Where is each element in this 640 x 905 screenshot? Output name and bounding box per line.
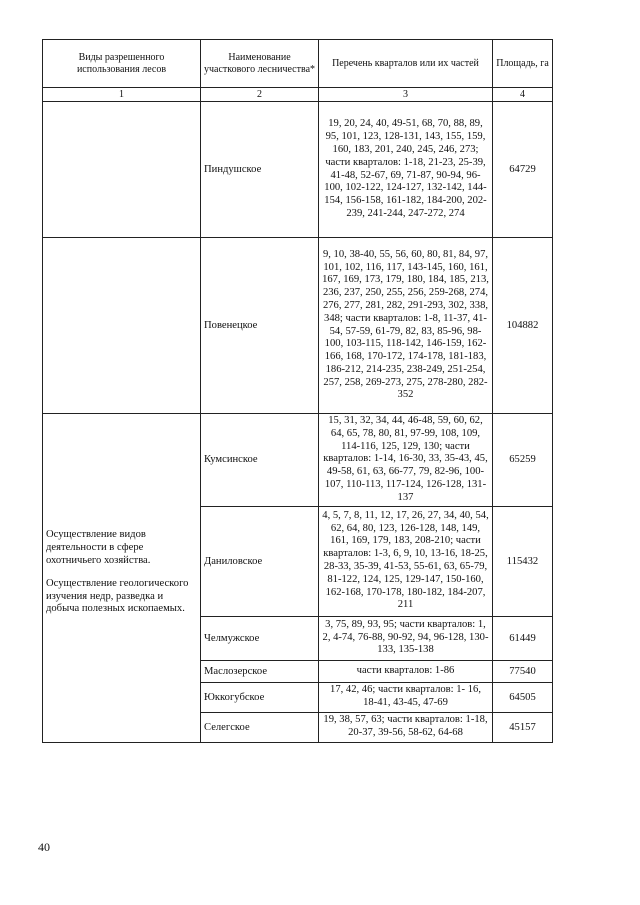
area-value: 115432 (493, 506, 553, 616)
area-value: 45157 (493, 712, 553, 742)
purpose-cell-empty (43, 238, 201, 414)
purpose-hunting: Осуществление видов деятельности в сфере охотничьего хозяйства. (46, 529, 151, 566)
quarters-list: 19, 38, 57, 63; части кварталов: 1-18, 20-37, 39-56, 58-62, 64-68 (319, 712, 493, 742)
forestry-name: Пиндушское (201, 102, 319, 238)
area-value: 65259 (493, 414, 553, 507)
column-number: 3 (319, 88, 493, 102)
area-value: 77540 (493, 660, 553, 682)
header-area: Площадь, га (493, 40, 553, 88)
purpose-cell (43, 414, 201, 743)
page-number: 40 (38, 840, 50, 854)
quarters-list: 4, 5, 7, 8, 11, 12, 17, 26, 27, 34, 40, 54, 62, 64, 80, 123, 126-128, 148, 149, 161, 169, 179, 183, 208-210; части кварталов: 1-3, 6, 9, 10, 13-16, 18-25, 28-33, 35-39, 41-53, 55-61, 63, 65-79, 81-122, 124, 125, 129-147, 150-160, 162-168, 170-178, 180-182, 184-207, 211 (319, 506, 493, 616)
column-number: 4 (493, 88, 553, 102)
quarters-list: 19, 20, 24, 40, 49-51, 68, 70, 88, 89, 95, 101, 123, 128-131, 143, 155, 159, 160, 183, 201, 240, 245, 246, 273; части кварталов: 1-18, 21-23, 25-39, 41-48, 52-67, 69, 71-87, 90-94, 96-100, 102-122, 124-127, 132-142, 144-154, 156-158, 161-182, 184-200, 202-239, 241-244, 247-272, 274 (319, 102, 493, 238)
forest-use-table (42, 39, 553, 743)
quarters-list: 3, 75, 89, 93, 95; части кварталов: 1, 2, 4-74, 76-88, 90-92, 94, 96-128, 130-133, 135-138 (319, 616, 493, 660)
table-row (43, 238, 553, 414)
table-row (43, 414, 553, 507)
quarters-list: части кварталов: 1-86 (319, 660, 493, 682)
quarters-list: 15, 31, 32, 34, 44, 46-48, 59, 60, 62, 64, 65, 78, 80, 81, 97-99, 108, 109, 114-116, 125, 129, 130; части кварталов: 1-14, 16-30, 33, 35-43, 45, 49-58, 61, 63, 66-77, 79, 82-96, 100-107, 110-113, 117-124, 126-128, 131-137 (319, 414, 493, 507)
forestry-name: Юккогубское (201, 682, 319, 712)
area-value: 64505 (493, 682, 553, 712)
purpose-cell-empty (43, 102, 201, 238)
forestry-name: Селегское (201, 712, 319, 742)
forestry-name: Челмужское (201, 616, 319, 660)
header-row (43, 40, 553, 88)
header-forestry-name: Наименование участкового лесничества* (201, 40, 319, 88)
purpose-geology: Осуществление геологического изучения недр, разведка и добыча полезных ископаемых. (46, 577, 189, 615)
column-number: 1 (43, 88, 201, 102)
column-number-row (43, 88, 553, 102)
area-value: 64729 (493, 102, 553, 238)
area-value: 61449 (493, 616, 553, 660)
quarters-list: 9, 10, 38-40, 55, 56, 60, 80, 81, 84, 97, 101, 102, 116, 117, 143-145, 160, 161, 167, 169, 173, 179, 180, 184, 185, 213, 236, 237, 250, 255, 256, 259-268, 274, 276, 277, 281, 282, 291-293, 302, 338, 348; части кварталов: 1-8, 11-37, 41-54, 57-59, 61-79, 82, 83, 85-96, 98-100, 103-115, 118-142, 146-159, 162-166, 168, 170-172, 174-178, 181-183, 186-212, 214-235, 238-249, 251-254, 257, 258, 269-273, 275, 278-280, 282-352 (319, 238, 493, 414)
forestry-name: Даниловское (201, 506, 319, 616)
header-quarters: Перечень кварталов или их частей (319, 40, 493, 88)
table-row (43, 102, 553, 238)
forestry-name: Маслозерское (201, 660, 319, 682)
forestry-name: Кумсинское (201, 414, 319, 507)
column-number: 2 (201, 88, 319, 102)
quarters-list: 17, 42, 46; части кварталов: 1- 16, 18-41, 43-45, 47-69 (319, 682, 493, 712)
area-value: 104882 (493, 238, 553, 414)
forestry-name: Повенецкое (201, 238, 319, 414)
header-use-type: Виды разрешенного использования лесов (43, 40, 201, 88)
